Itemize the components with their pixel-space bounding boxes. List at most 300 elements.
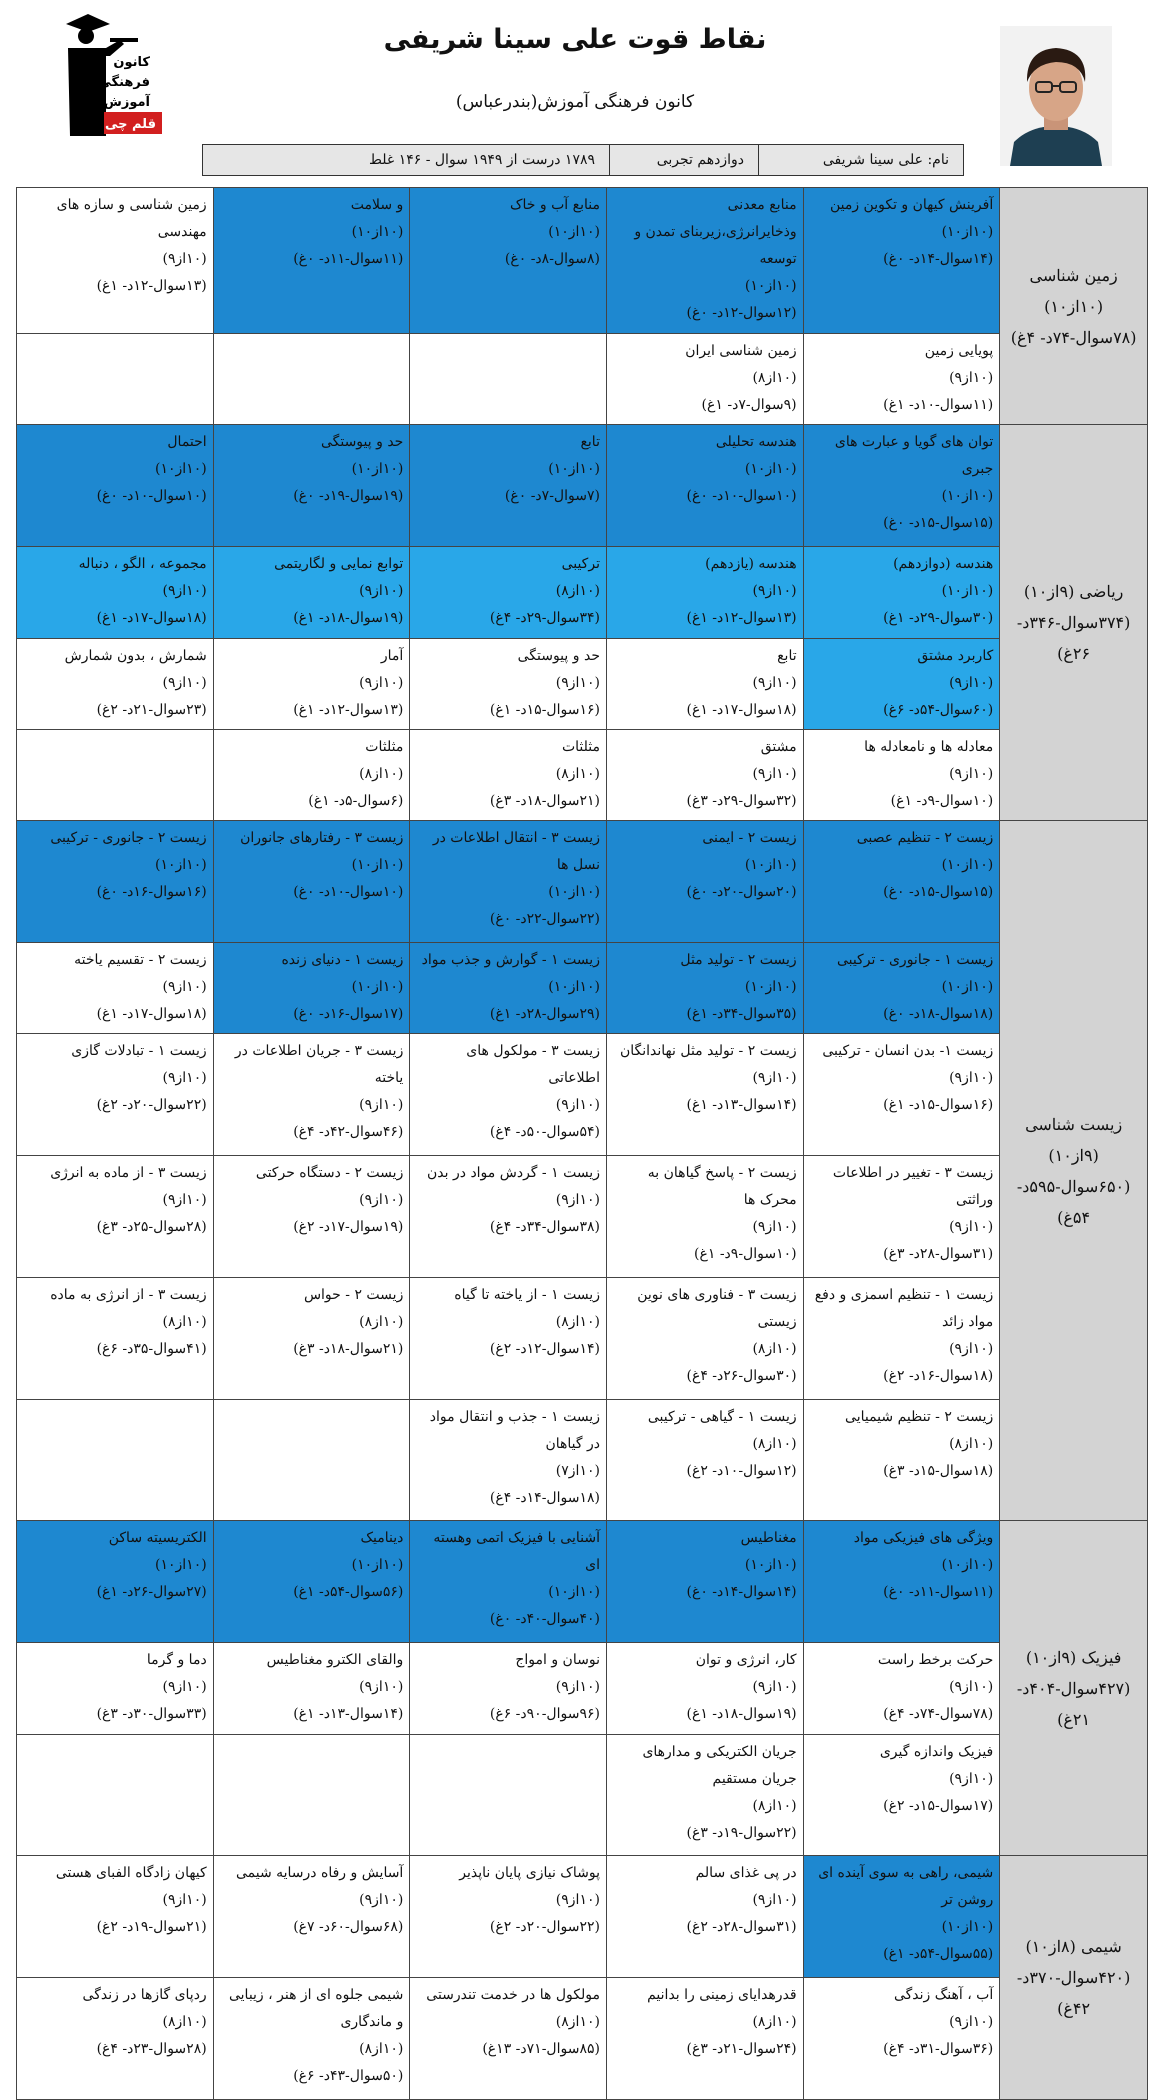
topic-cell [213,1521,410,1643]
topic-score: (۱۰از۱۰) [155,461,207,478]
topic-stats: (۹۶سوال-۹۰د- ۶غ) [489,1706,600,1723]
table-row [17,1156,1148,1278]
empty-cell [213,1734,410,1856]
topic-stats: (۳۱سوال-۲۸د- ۲غ) [686,1919,797,1936]
topic-cell [606,1734,803,1856]
topic-score: (۱۰از۸) [359,2041,404,2058]
topic-stats: (۶سوال-۵د- ۱غ) [308,792,404,809]
table-row [17,1399,1148,1521]
table-row [17,334,1148,425]
topic-cell [410,1643,607,1734]
topic-cell [17,547,214,638]
topic-stats: (۱۵سوال-۱۵د- ۰غ) [883,884,994,901]
topic-name: زمین شناسی ایران [685,343,797,360]
topic-cell [410,638,607,729]
logo-word-2: فرهنگی [98,75,150,90]
topic-name: مجموعه ، الگو ، دنباله [78,556,207,573]
topic-cell [410,729,607,820]
institute-name: کانون فرهنگی آموزش(بندرعباس) [455,92,695,112]
topic-score: (۱۰از۹) [555,1679,600,1696]
topic-stats: (۱۸سوال-۱۴د- ۴غ) [489,1489,600,1506]
topic-stats: (۵۴سوال-۵۰د- ۴غ) [489,1124,600,1141]
topic-cell [213,547,410,638]
topic-score: (۱۰از۹) [162,1070,207,1087]
topic-name: آشنایی با فیزیک اتمی وهسته ای [433,1530,600,1574]
topic-stats: (۳۵سوال-۳۴د- ۱غ) [686,1006,797,1022]
topic-name: زیست ۳ - تغییر در اطلاعات وراثتی [832,1165,994,1209]
topic-name: مولکول ها در خدمت تندرستی [426,1987,600,2004]
topic-cell [410,188,607,334]
topic-stats: (۱۵سوال-۱۵د- ۰غ) [883,515,994,532]
topic-cell [606,1156,803,1278]
topic-score: (۱۰از۸) [555,2014,600,2031]
topic-cell [17,821,214,943]
topic-name: زیست ۲ - تنظیم شیمیایی [845,1408,994,1425]
topic-name: توان های گویا و عبارت های جبری [834,434,994,478]
topic-cell [213,188,410,334]
topic-stats: (۱۱سوال-۱۰د- ۱غ) [883,397,994,414]
topic-score: (۱۰از۸) [162,1313,207,1330]
topic-score: (۱۰از۱۰) [155,1557,207,1574]
topic-stats: (۱۲سوال-۱۰د- ۲غ) [686,1462,797,1479]
topic-name: ردپای گازها در زندگی [82,1987,207,2004]
topic-name: آب ، آهنگ زندگی [893,1987,994,2004]
topic-stats: (۱۸سوال-۱۵د- ۳غ) [883,1462,994,1479]
topic-name: شیمی، راهی به سوی آینده ای روشن تر [818,1865,994,1909]
topic-score: (۱۰از۱۰) [941,1557,994,1574]
topic-score: (۱۰از۹) [949,1070,994,1087]
topic-score: (۱۰از۱۰) [941,488,994,505]
empty-cell [213,1399,410,1521]
topic-score: (۱۰از۱۰) [351,857,404,874]
topic-stats: (۳۶سوال-۳۱د- ۴غ) [883,2041,994,2058]
topic-name: زیست ۳ - مولکول های اطلاعاتی [466,1043,600,1087]
topic-stats: (۳۸سوال-۳۴د- ۴غ) [489,1219,600,1236]
topic-stats: (۸سوال-۸د- ۰غ) [504,251,600,267]
topic-name: زیست ۱ - جذب و انتقال مواد در گیاهان [429,1408,600,1452]
topic-name: زمین شناسی و سازه های مهندسی [56,197,207,240]
topic-name: شیمی جلوه ای از هنر ، زیبایی و ماندگاری [228,1987,404,2031]
topic-score: (۱۰از۸) [752,1797,797,1814]
empty-cell [17,729,214,820]
table-row [17,1034,1148,1156]
topic-stats: (۴۱سوال-۳۵د- ۶غ) [96,1340,207,1357]
topic-name: زیست ۲ - پاسخ گیاهان به محرک ها [647,1165,797,1209]
empty-cell [410,1734,607,1856]
page-title: نقاط قوت علی سینا شریفی [383,24,767,55]
topic-cell [803,425,1000,547]
topic-score: (۱۰از۹) [162,674,207,691]
topic-stats: (۲۲سوال-۲۲د- ۰غ) [489,911,600,928]
topic-stats: (۲۸سوال-۲۵د- ۳غ) [96,1219,207,1236]
empty-cell [17,334,214,425]
topic-score: (۱۰از۸) [752,2014,797,2031]
topic-score: (۱۰از۹) [752,765,797,782]
topic-stats: (۳۰سوال-۲۹د- ۱غ) [883,610,994,627]
topic-cell [410,425,607,547]
topic-cell [17,638,214,729]
topic-name: زیست ۳ - جریان اطلاعات در یاخته [234,1043,404,1087]
topic-score: (۱۰از۱۰) [351,224,404,240]
topic-name: و سلامت [350,197,404,213]
topic-name: آفرینش کیهان و تکوین زمین [829,197,994,213]
topic-cell [17,1156,214,1278]
topic-stats: (۹سوال-۷د- ۱غ) [701,397,797,414]
topic-name: هندسه تحلیلی [715,434,797,451]
topic-score: (۱۰از۸) [949,1435,994,1452]
topic-score: (۱۰از۸) [555,765,600,782]
topic-score: (۱۰از۸) [752,1435,797,1452]
topic-cell [606,943,803,1034]
topic-name: زیست ۳ - انتقال اطلاعات در نسل ها [432,830,600,874]
topic-name: الکتریسیته ساکن [108,1530,207,1547]
topic-stats: (۶۰سوال-۵۴د- ۶غ) [883,701,994,718]
topic-stats: (۱۰سوال-۱۰د- ۰غ) [293,884,404,901]
topic-stats: (۲۱سوال-۱۸د- ۳غ) [293,1340,404,1357]
topic-stats: (۱۲سوال-۱۲د- ۰غ) [686,305,797,321]
topic-cell [606,821,803,943]
topic-cell [17,943,214,1034]
topic-cell [606,1521,803,1643]
topic-cell [803,1734,1000,1856]
table-row [17,1978,1148,2100]
topic-stats: (۱۸سوال-۱۷د- ۱غ) [686,701,797,718]
topic-score: (۱۰از۹) [359,1679,404,1696]
topic-cell [803,1277,1000,1399]
topic-cell [606,425,803,547]
topic-score: (۱۰از۱۰) [941,583,994,600]
topic-name: زیست ۱ - جانوری - ترکیبی [836,952,994,968]
table-row [17,1277,1148,1399]
topic-name: فیزیک واندازه گیری [879,1743,994,1760]
topic-name: توابع نمایی و لگاریتمی [274,556,404,573]
topic-stats: (۱۷سوال-۱۵د- ۲غ) [883,1797,994,1814]
topic-name: دینامیک [360,1530,404,1547]
topic-score: (۱۰از۸) [359,1313,404,1330]
topic-name: ویژگی های فیزیکی مواد [853,1530,994,1547]
empty-cell [17,1399,214,1521]
topic-score: (۱۰از۱۰) [548,461,600,478]
topic-cell [213,638,410,729]
topic-score: (۱۰از۹) [359,583,404,600]
topic-score: (۱۰از۱۰) [548,224,600,240]
topic-stats: (۶۸سوال-۶۰د- ۷غ) [293,1919,404,1936]
topic-name: کیهان زادگاه الفبای هستی [55,1865,207,1882]
topic-cell [606,638,803,729]
topic-score: (۱۰از۱۰) [941,979,994,995]
topic-stats: (۱۳سوال-۱۲د- ۱غ) [686,610,797,627]
topic-score: (۱۰از۹) [949,2014,994,2031]
logo-word-4: قلم چی [104,117,156,132]
topic-stats: (۲۴سوال-۲۱د- ۳غ) [686,2041,797,2058]
topic-score: (۱۰از۱۰) [744,461,797,478]
topic-cell [213,1856,410,1978]
topic-cell [17,1277,214,1399]
topic-score: (۱۰از۸) [555,1313,600,1330]
topic-cell [803,638,1000,729]
topic-name: زیست ۱ - گوارش و جذب مواد [421,952,600,968]
topic-cell [410,1277,607,1399]
topic-name: کار، انرژی و توان [695,1652,797,1669]
topic-score: (۱۰از۹) [752,583,797,600]
topic-cell [410,1978,607,2100]
topic-name: زیست ۲ - حواس [303,1286,404,1303]
topic-score: (۱۰از۱۰) [351,1557,404,1574]
topic-cell [17,1034,214,1156]
topic-score: (۱۰از۹) [949,370,994,387]
topic-score: (۱۰از۹) [555,674,600,691]
topic-stats: (۱۰سوال-۹د- ۱غ) [890,792,994,809]
topic-cell [803,1643,1000,1734]
topic-stats: (۱۴سوال-۱۳د- ۱غ) [293,1706,404,1723]
subject-label: زیست شناسی (۹از۱۰) (۶۵۰سوال-۵۹۵د- ۵۴غ) [1000,821,1148,1521]
topic-name: والقای الکترو مغناطیس [266,1652,404,1669]
topic-score: (۱۰از۱۰) [744,1557,797,1574]
topic-stats: (۴۶سوال-۴۲د- ۴غ) [293,1124,404,1141]
topic-cell [213,729,410,820]
topic-name: زیست ۲ - تنظیم عصبی [856,830,994,847]
topic-cell [606,1399,803,1521]
topic-name: زیست ۲ - تولید مثل نهاندانگان [619,1043,797,1060]
topic-name: حد و پیوستگی [320,434,404,451]
topic-stats: (۱۰سوال-۱۰د- ۰غ) [96,488,207,505]
topic-stats: (۲۹سوال-۲۸د- ۱غ) [489,1006,600,1022]
topic-score: (۱۰از۹) [949,674,994,691]
empty-cell [17,1734,214,1856]
topic-score: (۱۰از۸) [359,765,404,782]
empty-cell [410,334,607,425]
topic-name: زیست ۱ - از یاخته تا گیاه [454,1286,600,1303]
topic-stats: (۱۷سوال-۱۶د- ۰غ) [293,1006,404,1022]
topic-score: (۱۰از۹) [752,1892,797,1909]
topic-score: (۱۰از۷) [555,1462,600,1479]
topic-stats: (۷سوال-۷د- ۰غ) [504,488,600,505]
topic-name: آسایش و رفاه درسایه شیمی [235,1865,404,1882]
topic-name: زیست ۱- بدن انسان - ترکیبی [822,1043,994,1060]
topic-stats: (۱۱سوال-۱۱د- ۰غ) [883,1584,994,1601]
topic-score: (۱۰از۹) [752,1219,797,1236]
topic-stats: (۲۳سوال-۲۱د- ۲غ) [96,701,207,718]
topic-name: تابع [777,647,797,664]
topic-name: منابع آب و خاک [510,197,600,213]
table-row [17,1643,1148,1734]
topic-cell [17,1978,214,2100]
topic-name: تابع [580,434,600,451]
topic-cell [606,1643,803,1734]
topic-stats: (۱۶سوال-۱۵د- ۱غ) [489,701,600,718]
topic-name: زیست ۲ - دستگاه حرکتی [255,1165,404,1182]
topic-name: زیست ۲ - ایمنی [702,830,797,847]
topic-name: زیست ۲ - جانوری - ترکیبی [50,830,207,847]
topic-stats: (۱۴سوال-۱۲د- ۲غ) [489,1340,600,1357]
topic-cell [410,1856,607,1978]
topic-name: زیست ۳ - از ماده به انرژی [50,1165,207,1182]
topic-name: قدرهدایای زمینی را بدانیم [647,1987,797,2004]
topic-cell [803,188,1000,334]
topic-cell [803,1856,1000,1978]
topic-score: (۱۰از۸) [752,370,797,387]
topic-cell [803,943,1000,1034]
topic-cell [803,1399,1000,1521]
topic-score: (۱۰از۹) [359,1097,404,1114]
topic-cell [17,1856,214,1978]
logo-word-3: آموزش [103,95,150,110]
report-header [0,0,1150,186]
topic-stats: (۴۰سوال-۴۰د- ۰غ) [489,1611,600,1628]
topic-cell [803,547,1000,638]
topic-stats: (۲۲سوال-۲۰د- ۲غ) [489,1919,600,1936]
topic-name: در پی غذای سالم [695,1865,797,1882]
topic-score: (۱۰از۱۰) [351,461,404,478]
topic-stats: (۱۰سوال-۹د- ۱غ) [694,1246,797,1263]
table-row [17,729,1148,820]
topic-cell [803,1521,1000,1643]
topic-name: مغناطیس [740,1530,797,1547]
topic-cell [410,1034,607,1156]
table-row [17,1521,1148,1643]
topic-name: حد و پیوستگی [517,647,600,664]
kanoon-logo-icon [50,8,166,148]
topic-cell [803,1034,1000,1156]
topic-score: (۱۰از۹) [162,1192,207,1209]
topic-score: (۱۰از۹) [359,674,404,691]
topic-score: (۱۰از۱۰) [548,884,600,901]
table-row [17,425,1148,547]
topic-cell [606,334,803,425]
topic-stats: (۳۲سوال-۲۹د- ۳غ) [686,792,797,809]
topic-cell [410,1156,607,1278]
topic-cell [213,1643,410,1734]
topic-score: (۱۰از۹) [359,1192,404,1209]
topic-score: (۱۰از۹) [949,1770,994,1787]
topic-cell [410,943,607,1034]
topic-score: (۱۰از۹) [162,1892,207,1909]
topic-score: (۱۰از۹) [162,583,207,600]
topic-cell [213,1156,410,1278]
topic-cell [410,1521,607,1643]
topic-score: (۱۰از۹) [949,765,994,782]
student-grade: دوازدهم تجربی [609,145,758,175]
topic-score: (۱۰از۹) [949,1340,994,1357]
topic-cell [410,821,607,943]
topic-score: (۱۰از۱۰) [548,979,600,995]
topic-cell [213,1034,410,1156]
topic-stats: (۱۸سوال-۱۷د- ۱غ) [96,610,207,627]
topic-cell [606,1034,803,1156]
student-info-bar [202,144,964,176]
table-row [17,638,1148,729]
topic-score: (۱۰از۹) [162,251,207,267]
table-row [17,547,1148,638]
topic-stats: (۳۱سوال-۲۸د- ۳غ) [883,1246,994,1263]
topic-stats: (۵۰سوال-۴۳د- ۶غ) [293,2068,404,2085]
topic-name: زیست ۱ - گیاهی - ترکیبی [647,1408,797,1425]
topic-stats: (۳۰سوال-۲۶د- ۴غ) [686,1367,797,1384]
topic-name: شمارش ، بدون شمارش [64,647,207,664]
topic-name: ترکیبی [561,556,600,573]
topic-cell [17,1521,214,1643]
table-row [17,1856,1148,1978]
topic-cell [213,425,410,547]
topic-score: (۱۰از۸) [162,2014,207,2031]
student-total-stats: ۱۷۸۹ درست از ۱۹۴۹ سوال - ۱۴۶ غلط [368,152,595,168]
topic-score: (۱۰از۱۰) [941,224,994,240]
topic-cell [606,188,803,334]
topic-score: (۱۰از۱۰) [744,857,797,874]
topic-stats: (۱۴سوال-۱۳د- ۱غ) [686,1097,797,1114]
topic-stats: (۱۳سوال-۱۲د- ۱غ) [96,278,207,294]
topic-stats: (۱۶سوال-۱۵د- ۱غ) [883,1097,994,1114]
topic-score: (۱۰از۹) [162,1679,207,1696]
topic-name: زیست ۱ - تنظیم اسمزی و دفع مواد زائد [814,1286,994,1330]
topic-name: زیست ۱ - گردش مواد در بدن [427,1165,600,1182]
topic-cell [803,334,1000,425]
topic-score: (۱۰از۱۰) [744,979,797,995]
topic-score: (۱۰از۱۰) [941,1919,994,1936]
topic-stats: (۸۵سوال-۷۱د- ۱۳غ) [482,2041,600,2058]
topic-stats: (۵۵سوال-۵۴د- ۱غ) [883,1946,994,1963]
topic-cell [606,1978,803,2100]
topic-stats: (۲۱سوال-۱۸د- ۳غ) [489,792,600,809]
topic-score: (۱۰از۹) [162,979,207,995]
subject-label: زمین شناسی (۱۰از۱۰) (۷۸سوال-۷۴د- ۴غ) [1000,188,1148,425]
topic-score: (۱۰از۹) [555,1892,600,1909]
subject-label: ریاضی (۹از۱۰) (۳۷۴سوال-۳۴۶د- ۲۶غ) [1000,425,1148,821]
topic-name: زیست ۳ - رفتارهای جانوران [240,830,404,847]
topic-stats: (۱۳سوال-۱۲د- ۱غ) [293,701,404,718]
topic-score: (۱۰از۱۰) [155,857,207,874]
topic-name: زیست ۳ - فناوری های نوین زیستی [637,1286,797,1330]
topic-cell [213,821,410,943]
topic-name: احتمال [167,434,207,451]
student-photo [1000,26,1112,166]
topic-cell [410,547,607,638]
topic-name: مثلثات [561,738,600,755]
table-row [17,1734,1148,1856]
topic-name: مثلثات [365,738,404,755]
topic-stats: (۳۳سوال-۳۰د- ۳غ) [96,1706,207,1723]
topic-name: کاربرد مشتق [917,647,994,664]
topic-stats: (۱۴سوال-۱۴د- ۰غ) [686,1584,797,1601]
topic-stats: (۱۸سوال-۱۷د- ۱غ) [96,1006,207,1022]
topic-score: (۱۰از۱۰) [548,1584,600,1601]
topic-name: نوسان و امواج [515,1652,600,1669]
topic-cell [213,1978,410,2100]
topic-stats: (۲۲سوال-۱۹د- ۳غ) [686,1824,797,1841]
topic-stats: (۲۰سوال-۲۰د- ۰غ) [686,884,797,901]
topic-stats: (۱۹سوال-۱۸د- ۱غ) [293,610,404,627]
table-row [17,821,1148,943]
topic-stats: (۲۱سوال-۱۹د- ۲غ) [96,1919,207,1936]
topic-stats: (۱۸سوال-۱۶د- ۲غ) [883,1367,994,1384]
topic-name: هندسه (دوازدهم) [893,556,994,573]
topic-stats: (۱۹سوال-۱۹د- ۰غ) [293,488,404,505]
topic-score: (۱۰از۹) [555,1192,600,1209]
topic-stats: (۲۲سوال-۲۰د- ۲غ) [96,1097,207,1114]
topic-stats: (۲۷سوال-۲۶د- ۱غ) [96,1584,207,1601]
topic-name: آمار [380,647,404,664]
topic-name: زیست ۲ - تقسیم یاخته [74,952,207,968]
topic-cell [606,729,803,820]
topic-score: (۱۰از۱۰) [941,857,994,874]
topic-cell [606,1277,803,1399]
topic-cell [803,1156,1000,1278]
topic-cell [213,1277,410,1399]
topic-score: (۱۰از۹) [949,1219,994,1236]
logo-word-1: کانون [113,55,150,70]
topic-cell [803,821,1000,943]
topic-cell [606,1856,803,1978]
